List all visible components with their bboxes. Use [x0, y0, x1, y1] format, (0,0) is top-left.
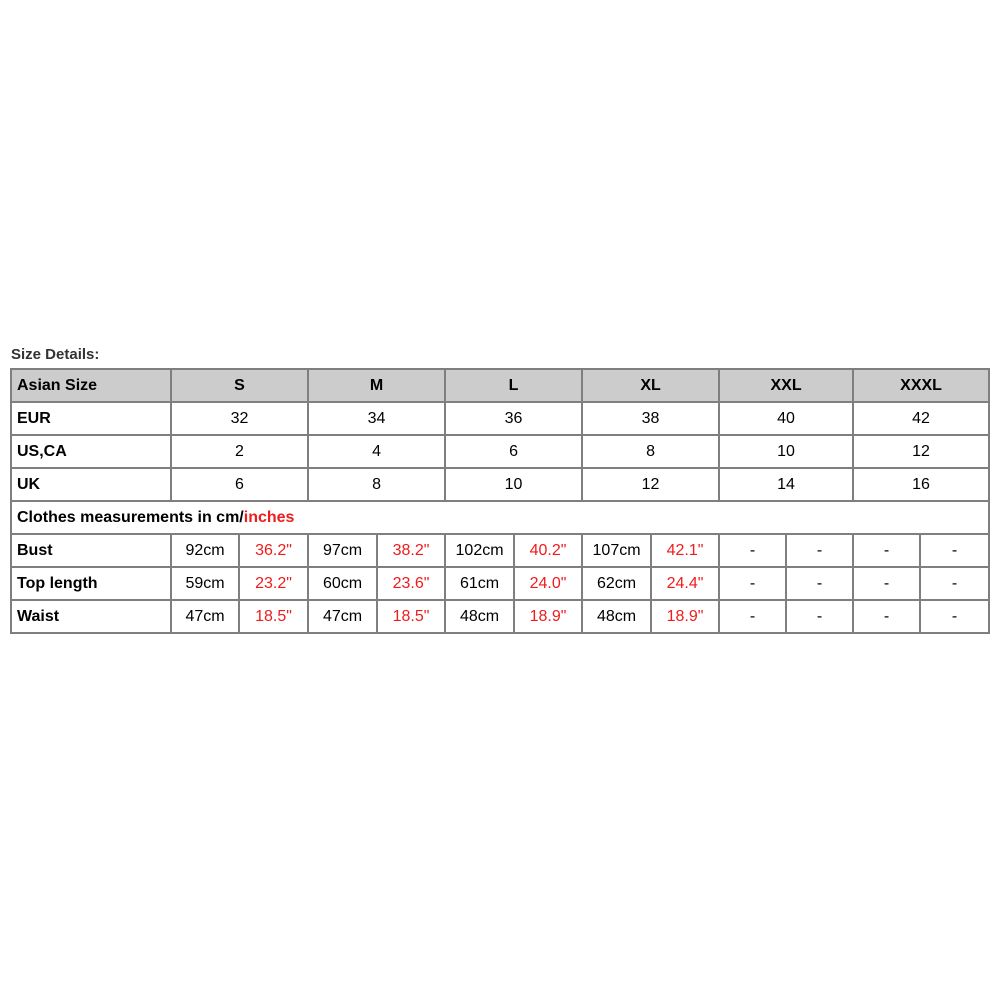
table-row-bust: [11, 534, 989, 567]
table-cell-cm: 61cm: [445, 567, 514, 600]
table-cell: 34: [308, 402, 445, 435]
table-cell-inch: 38.2": [377, 534, 445, 567]
table-cell-inch: 42.1": [651, 534, 719, 567]
table-cell: 38: [582, 402, 719, 435]
table-cell-cm: 102cm: [445, 534, 514, 567]
table-cell: -: [853, 534, 920, 567]
table-cell: 40: [719, 402, 853, 435]
row-label: Top length: [11, 567, 171, 600]
page-title: Size Details:: [11, 346, 100, 363]
table-cell-inch: 24.4": [651, 567, 719, 600]
table-cell: -: [719, 600, 786, 633]
table-cell: 36: [445, 402, 582, 435]
table-row-top-length: [11, 567, 989, 600]
table-cell-cm: 59cm: [171, 567, 239, 600]
table-cell-cm: 107cm: [582, 534, 651, 567]
table-cell: 6: [445, 435, 582, 468]
table-cell: 10: [445, 468, 582, 501]
table-cell: -: [920, 567, 989, 600]
table-cell: -: [786, 600, 853, 633]
header-label: Asian Size: [11, 369, 171, 402]
size-header-l: L: [445, 369, 582, 402]
table-cell: -: [786, 534, 853, 567]
size-chart-table: [10, 368, 990, 634]
table-cell: 8: [308, 468, 445, 501]
table-cell: -: [786, 567, 853, 600]
section-heading: [11, 501, 989, 534]
row-label: Bust: [11, 534, 171, 567]
table-row-eur: [11, 402, 989, 435]
table-cell: 32: [171, 402, 308, 435]
table-cell-inch: 18.9": [651, 600, 719, 633]
table-cell: 2: [171, 435, 308, 468]
header-row: [11, 369, 989, 402]
size-header-s: S: [171, 369, 308, 402]
table-cell: -: [719, 567, 786, 600]
size-header-xxxl: XXXL: [853, 369, 989, 402]
table-row-us-ca: [11, 435, 989, 468]
table-cell: 8: [582, 435, 719, 468]
table-cell-cm: 48cm: [582, 600, 651, 633]
table-cell-inch: 18.9": [514, 600, 582, 633]
table-cell-cm: 48cm: [445, 600, 514, 633]
table-cell-inch: 40.2": [514, 534, 582, 567]
row-label: EUR: [11, 402, 171, 435]
section-suffix: inches: [243, 508, 295, 526]
table-cell-inch: 18.5": [239, 600, 308, 633]
table-cell-cm: 62cm: [582, 567, 651, 600]
table-cell-cm: 60cm: [308, 567, 377, 600]
table-cell: 12: [853, 435, 989, 468]
table-cell: -: [719, 534, 786, 567]
size-header-xl: XL: [582, 369, 719, 402]
table-row-waist: [11, 600, 989, 633]
table-cell-inch: 23.2": [239, 567, 308, 600]
row-label: US,CA: [11, 435, 171, 468]
table-cell-inch: 18.5": [377, 600, 445, 633]
table-cell-cm: 92cm: [171, 534, 239, 567]
section-prefix: Clothes measurements in cm/: [17, 508, 244, 526]
table-cell: -: [853, 567, 920, 600]
table-cell: 10: [719, 435, 853, 468]
table-cell-cm: 97cm: [308, 534, 377, 567]
table-cell-cm: 47cm: [308, 600, 377, 633]
table-cell-inch: 36.2": [239, 534, 308, 567]
table-cell: -: [920, 534, 989, 567]
table-cell-cm: 47cm: [171, 600, 239, 633]
section-row: [11, 501, 989, 534]
row-label: Waist: [11, 600, 171, 633]
table-cell-inch: 23.6": [377, 567, 445, 600]
size-header-xxl: XXL: [719, 369, 853, 402]
table-row-uk: [11, 468, 989, 501]
table-cell: 12: [582, 468, 719, 501]
row-label: UK: [11, 468, 171, 501]
table-cell: 6: [171, 468, 308, 501]
table-cell: 42: [853, 402, 989, 435]
table-cell: -: [920, 600, 989, 633]
table-cell: 14: [719, 468, 853, 501]
table-cell: 16: [853, 468, 989, 501]
table-cell-inch: 24.0": [514, 567, 582, 600]
table-cell: -: [853, 600, 920, 633]
size-header-m: M: [308, 369, 445, 402]
table-cell: 4: [308, 435, 445, 468]
